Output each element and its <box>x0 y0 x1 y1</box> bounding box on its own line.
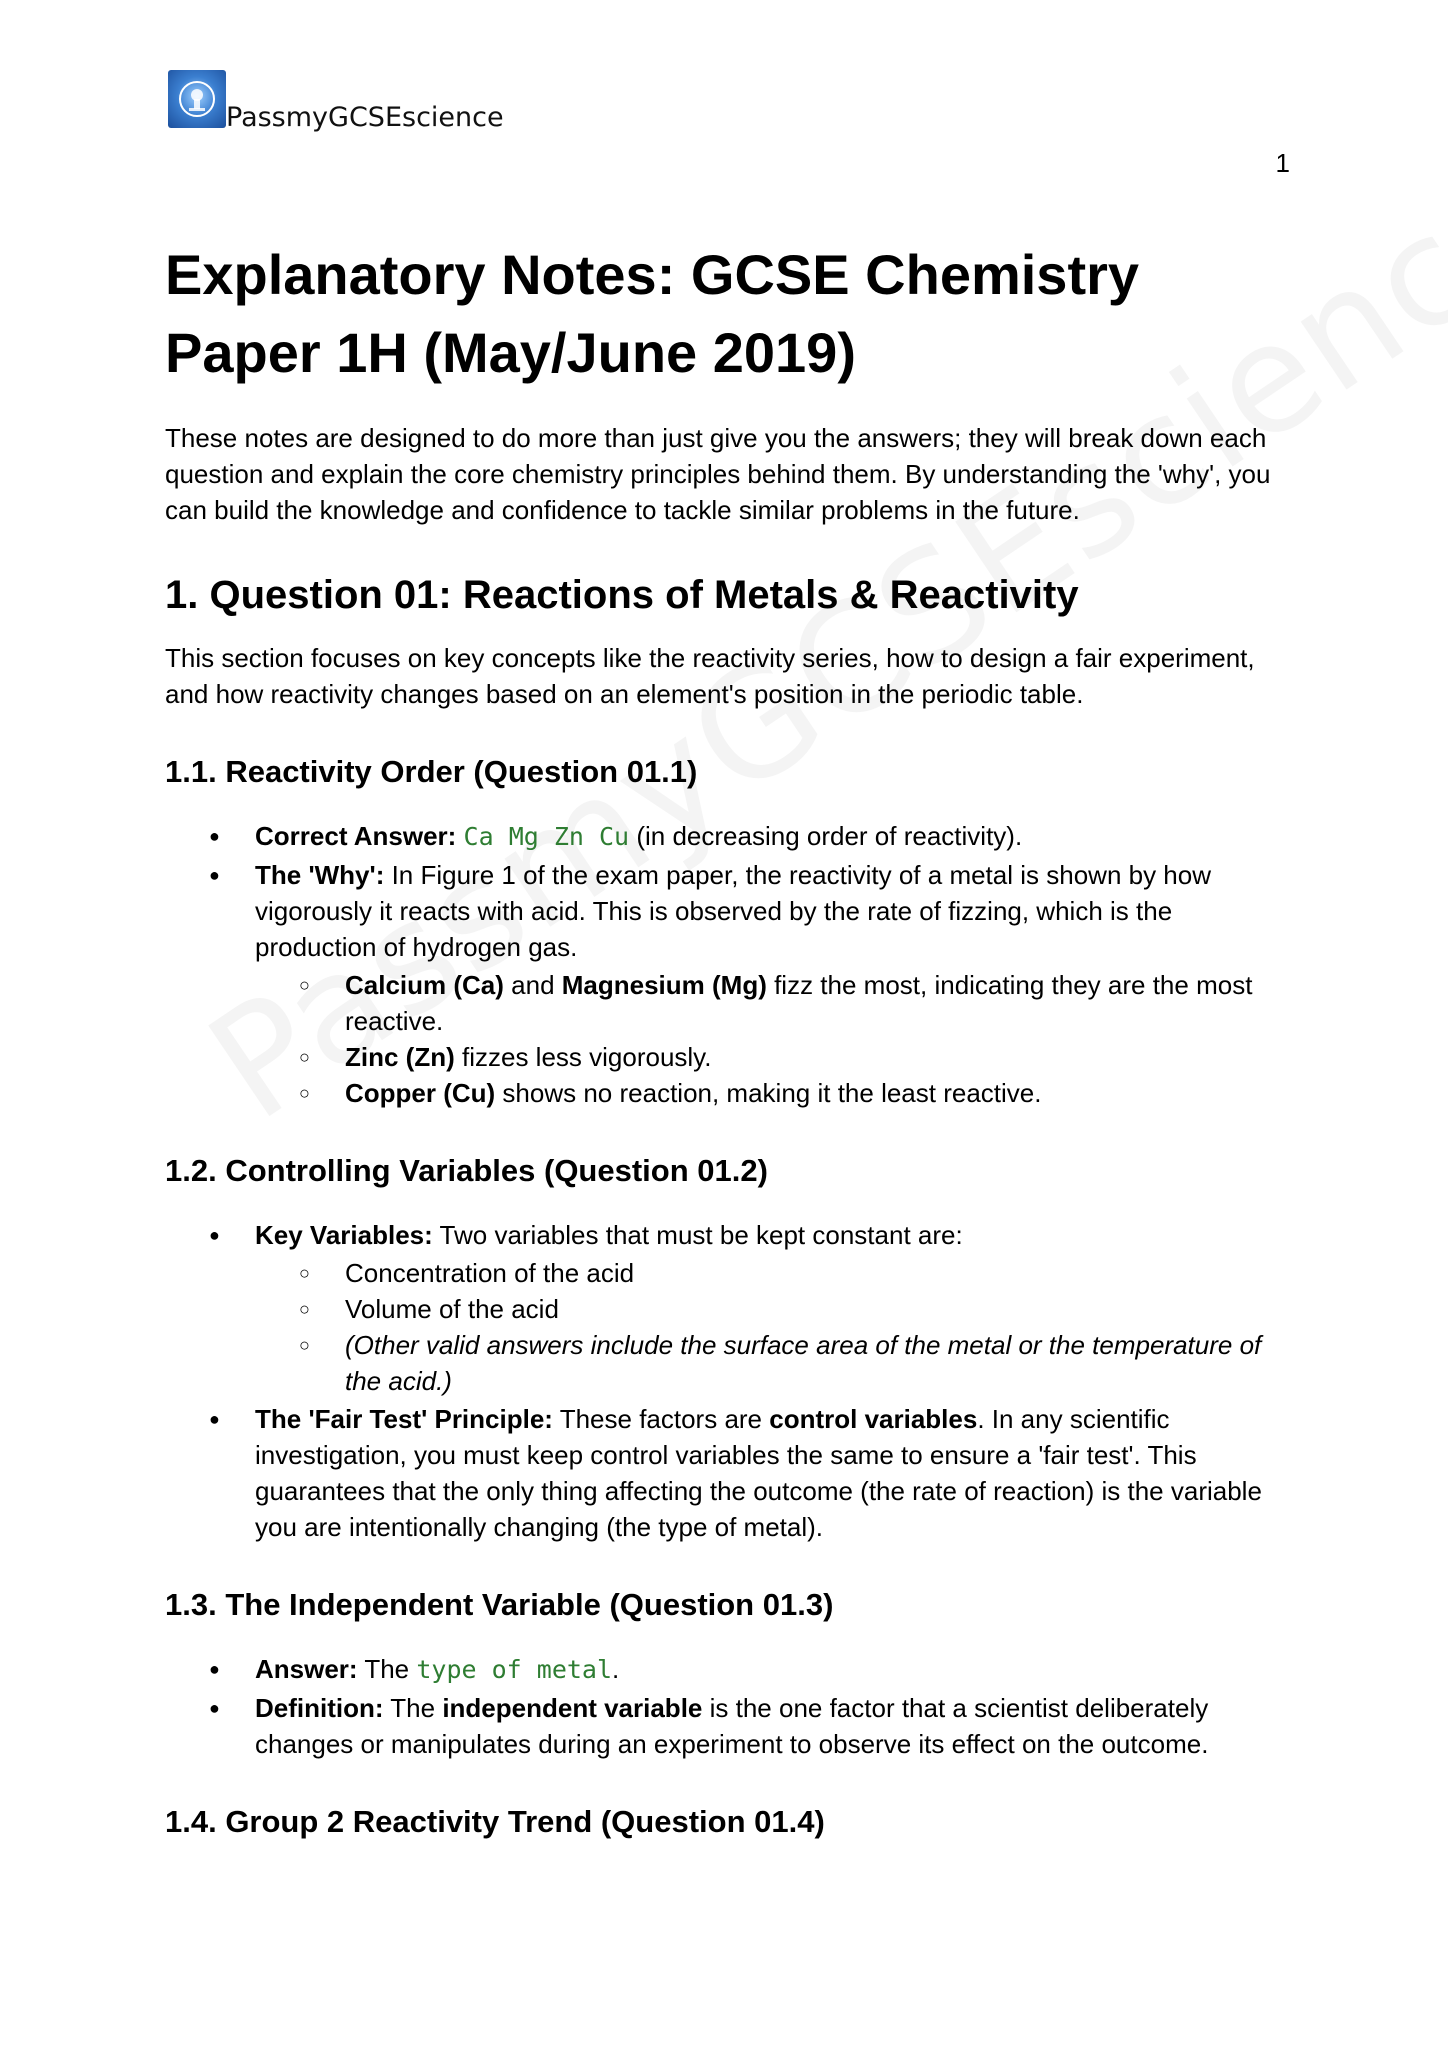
list-item <box>165 1690 1295 1762</box>
text: fizzes less vigorously. <box>454 1042 712 1072</box>
list-item <box>165 818 1295 855</box>
bullet-text: In Figure 1 of the exam paper, the reactivity of a metal is shown by how vigorously it reacts with acid. This is observed by the rate of fizzing, which is the production of hydrogen gas. <box>255 860 1212 962</box>
sub-list-item <box>255 967 1295 1039</box>
text: shows no reaction, making it the least reactive. <box>495 1078 1042 1108</box>
text: These factors are <box>552 1404 770 1434</box>
text: and <box>503 970 562 1000</box>
bold-term: Copper (Cu) <box>345 1078 496 1108</box>
sub-list <box>255 967 1295 1111</box>
subsection-1-2-list <box>165 1217 1295 1545</box>
bold-term: Zinc (Zn) <box>345 1042 455 1072</box>
sub-list <box>255 1255 1295 1399</box>
section-1-intro: This section focuses on key concepts like the reactivity series, how to design a fair experiment, and how reactivity changes based on an element's position in the periodic table. <box>165 643 1255 709</box>
bullet-label: Answer: <box>255 1654 358 1684</box>
bullet-label: Correct Answer: <box>255 821 457 851</box>
text: The <box>383 1693 443 1723</box>
text: fizz the most, indicating they are the most reactive. <box>345 970 1253 1036</box>
bullet-text: (in decreasing order of reactivity). <box>629 821 1023 851</box>
bullet-label: The 'Fair Test' Principle: <box>255 1404 553 1434</box>
bullet-text: Two variables that must be kept constant are: <box>432 1220 963 1250</box>
subsection-1-1-heading: 1.1. Reactivity Order (Question 01.1) <box>165 754 698 789</box>
subsection-1-4-heading: 1.4. Group 2 Reactivity Trend (Question 01.4) <box>165 1804 825 1839</box>
text: . <box>612 1654 620 1684</box>
microscope-logo-icon <box>168 70 226 128</box>
answer-code: type of metal <box>416 1655 613 1684</box>
list-item <box>165 1217 1295 1399</box>
text: The <box>357 1654 417 1684</box>
section-1-heading: 1. Question 01: Reactions of Metals & Reactivity <box>165 573 1079 617</box>
bold-term: control variables <box>769 1404 978 1434</box>
subsection-1-2-heading: 1.2. Controlling Variables (Question 01.2) <box>165 1153 768 1188</box>
bullet-label: Definition: <box>255 1693 384 1723</box>
sub-list-item <box>255 1327 1295 1399</box>
intro-paragraph: These notes are designed to do more than just give you the answers; they will break down each question and explain the core chemistry principles behind them. By understanding the 'why', you can build the knowledge and confidence to tackle similar problems in the future. <box>165 423 1271 525</box>
subsection-1-1-list <box>165 818 1295 1111</box>
answer-code: Ca Mg Zn Cu <box>463 822 630 851</box>
page-title: Explanatory Notes: GCSE Chemistry Paper 1H (May/June 2019) <box>165 243 1140 384</box>
document-body <box>165 236 1295 1868</box>
text: is the one factor that a scientist deliberately changes or manipulates during an experiment to observe its effect on the outcome. <box>255 1693 1209 1759</box>
italic-note: (Other valid answers include the surface area of the metal or the temperature of the acid.) <box>345 1330 1262 1396</box>
text: . In any scientific investigation, you must keep control variables the same to ensure a 'fair test'. This guarantees that the only thing affecting the outcome (the rate of reaction) is the variable you are intentionally changing (the type of metal). <box>255 1404 1262 1542</box>
bold-term: Magnesium (Mg) <box>561 970 767 1000</box>
brand-name: PassmyGCSEscience <box>226 102 504 133</box>
sub-list-item: ○ Concentration of the acid <box>255 1255 1295 1291</box>
bold-term: independent variable <box>442 1693 703 1723</box>
list-item <box>165 1401 1295 1545</box>
bold-term: Calcium (Ca) <box>345 970 504 1000</box>
subsection-1-3-heading: 1.3. The Independent Variable (Question 01.3) <box>165 1587 834 1622</box>
list-item <box>165 1651 1295 1688</box>
sub-list-item <box>255 1075 1295 1111</box>
page-number: 1 <box>1275 148 1290 178</box>
bullet-label: The 'Why': <box>255 860 385 890</box>
sub-list-item: ○ Volume of the acid <box>255 1291 1295 1327</box>
bullet-label: Key Variables: <box>255 1220 433 1250</box>
list-item <box>165 857 1295 1111</box>
subsection-1-3-list <box>165 1651 1295 1762</box>
sub-list-item <box>255 1039 1295 1075</box>
